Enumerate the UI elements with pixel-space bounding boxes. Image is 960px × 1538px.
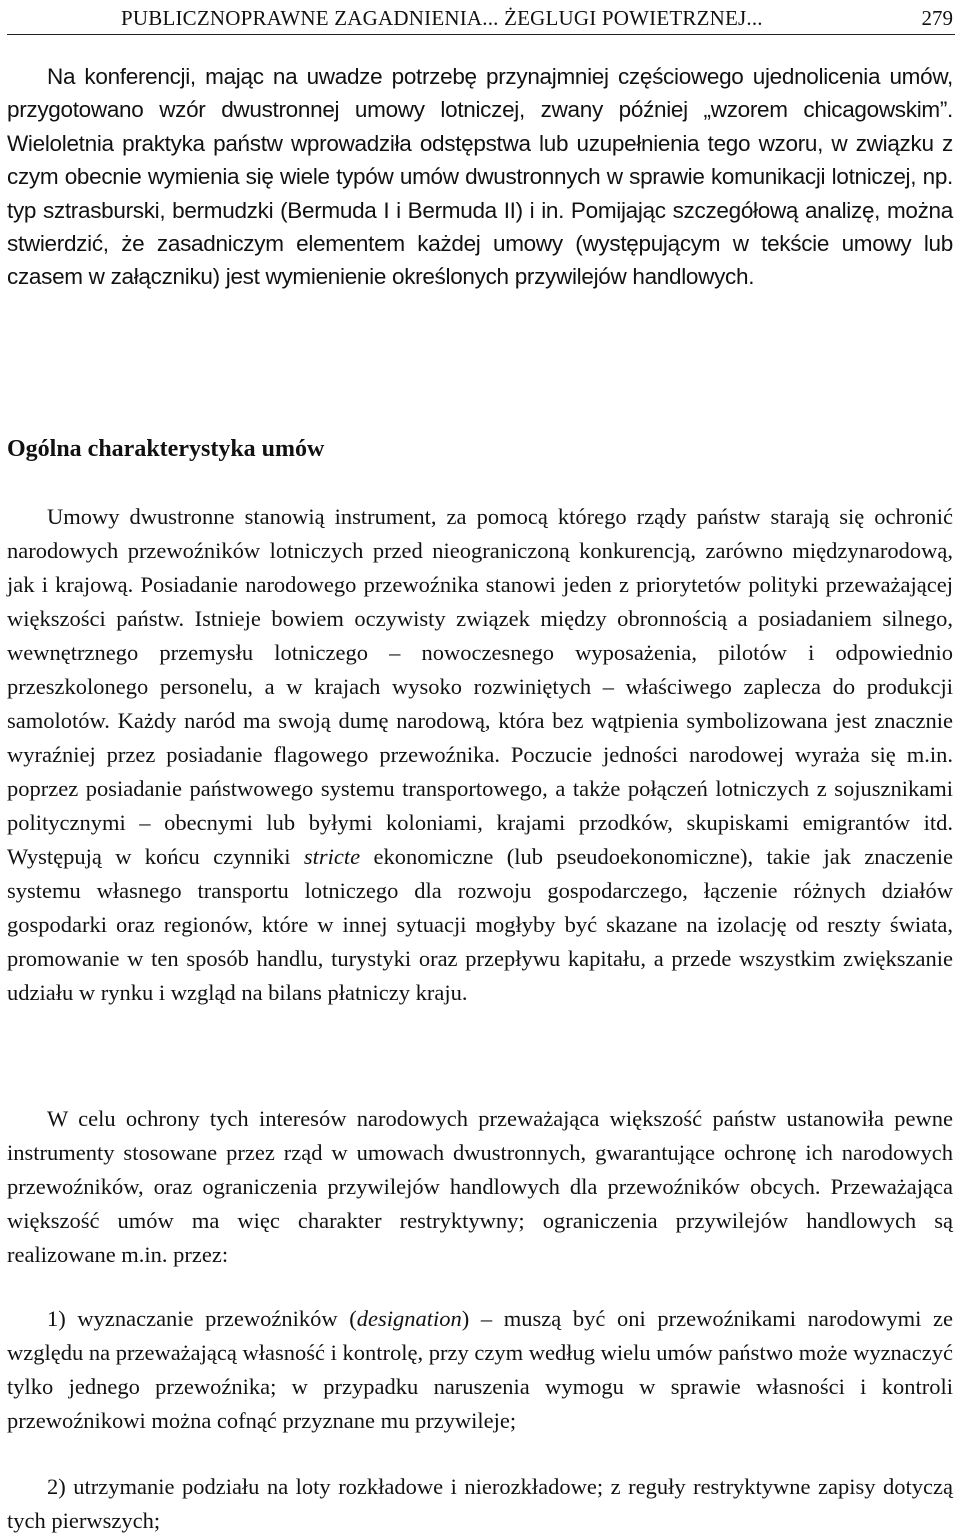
intro-paragraph: Na konferencji, mając na uwadze potrzebę przynajmniej częściowego ujednolicenia umów, przygotowano wzór dwustronnej umowy lotniczej, zwany później „wzorem chicagowskim”. Wieloletnia praktyka państw wprowadziła odstępstwa lub uzupełnienia tego wzoru, w związku z czym obecnie wymienia się wiele typów umów dwustronnych w sprawie komunikacji lotniczej, np. typ sztrasburski, bermudzki (Bermuda I i Bermuda II) i in. Pomijając szczegółową analizę, można stwierdzić, że zasadniczym elementem każdej umowy (występującym w tekście umowy lub czasem w załączniku) jest wymienienie określonych przywilejów handlowych. [7,64,953,290]
list-item-1-italic-term: designation [356,1306,462,1331]
list-item-1 [7,1302,953,1438]
list-item-1-text-a: 1) wyznaczanie przewoźników ( [47,1306,357,1331]
list-item-2: 2) utrzymanie podziału na loty rozkładowe i nierozkładowe; z reguły restryktywne zapisy dotyczą tych pierwszych; [7,1474,953,1533]
running-header [7,2,955,35]
paragraph-1-text-b: ekonomiczne (lub pseudoekonomiczne), takie jak znaczenie systemu własnego transportu lotniczego dla rozwoju gospodarczego, łączenie różnych działów gospodarki oraz regionów, które w innej sytuacji mogłyby być skazane na izolację od reszty świata, promowanie w ten sposób handlu, turystyki oraz przepływu kapitału, a przede wszystkim zwiększanie udziału w rynku i wzgląd na bilans płatniczy kraju. [7,844,953,1005]
running-title: PUBLICZNOPRAWNE ZAGADNIENIA... ŻEGLUGI POWIETRZNEJ... [121,6,763,30]
paragraph-1-italic-term: stricte [303,844,361,869]
body-paragraph-1 [7,500,953,1010]
section-heading: Ogólna charakterystyka umów [7,436,325,462]
page-number: 279 [921,6,953,30]
body-paragraph-2: W celu ochrony tych interesów narodowych przeważająca większość państw ustanowiła pewne instrumenty stosowane przez rząd w umowach dwustronnych, gwarantujące ochronę ich narodowych przewoźników, oraz ograniczenia przywilejów handlowych dla przewoźników obcych. Przeważająca większość umów ma więc charakter restryktywny; ograniczenia przywilejów handlowych są realizowane m.in. przez: [7,1106,953,1267]
list-item-1-text-b: ) – muszą być oni przewoźnikami narodowymi ze względu na przeważającą własność i kontrolę, przy czym według wielu umów państwo może wyznaczyć tylko jednego przewoźnika; w przypadku naruszenia wymogu w sprawie własności i kontroli przewoźnikowi można cofnąć przyznane mu przywileje; [7,1306,954,1433]
paragraph-1-text-a: Umowy dwustronne stanowią instrument, za pomocą którego rządy państw starają się ochronić narodowych przewoźników lotniczych przed nieograniczoną konkurencją, zarówno międzynarodową, jak i krajową. Posiadanie narodowego przewoźnika stanowi jeden z priorytetów polityki przeważającej większości państw. Istnieje bowiem oczywisty związek między obronnością a posiadaniem silnego, wewnętrznego przemysłu lotniczego – nowoczesnego wyposażenia, pilotów i odpowiednio przeszkolonego personelu, a w krajach wysoko rozwiniętych – właściwego zaplecza do produkcji samolotów. Każdy naród ma swoją dumę narodową, która bez wątpienia symbolizowana jest znacznie wyraźniej przez posiadanie flagowego przewoźnika. Poczucie jedności narodowej wyraża się m.in. poprzez posiadanie państwowego systemu transportowego, a także połączeń lotniczych z sojusznikami politycznymi – obecnymi lub byłymi koloniami, krajami przodków, skupiskami emigrantów itd. Występują w końcu czynniki [7,504,953,869]
